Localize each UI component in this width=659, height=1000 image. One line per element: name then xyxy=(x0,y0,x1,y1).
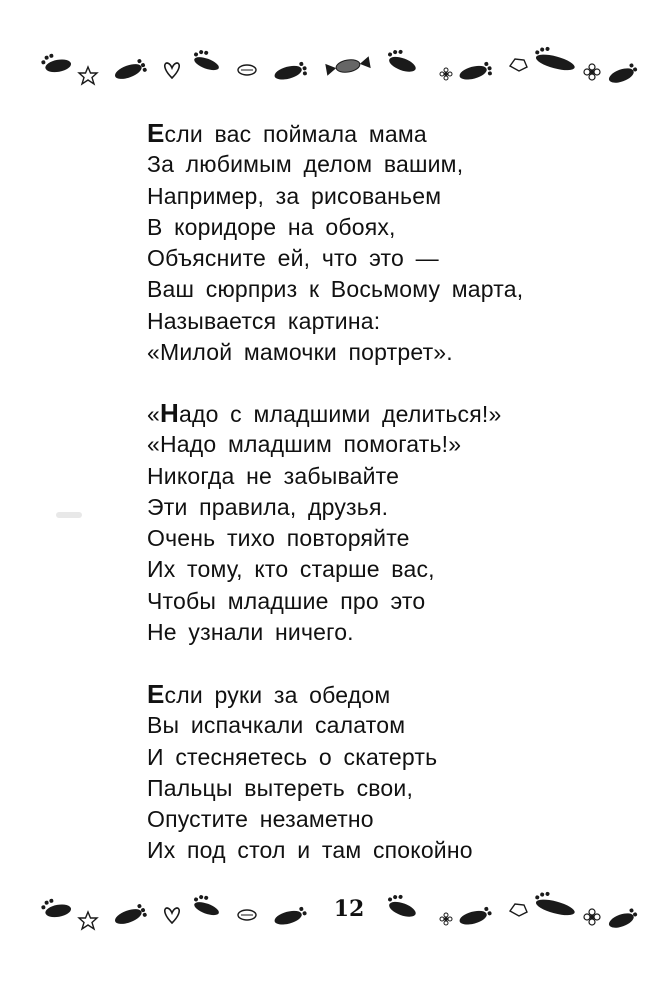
foot-icon xyxy=(40,896,72,920)
stanza-3 xyxy=(147,679,473,867)
poem-line: Называется картина: xyxy=(147,307,381,334)
foot-icon xyxy=(458,61,493,83)
initial-letter: Н xyxy=(160,398,179,428)
poem-line: «Милой мамочки портрет». xyxy=(147,339,453,366)
shell-icon xyxy=(238,910,256,920)
poem-line: Не узнали ничего. xyxy=(147,619,354,646)
poem-line: За любимым делом вашим, xyxy=(147,151,464,178)
poem-line: «Надо с младшими делиться!» xyxy=(147,398,502,428)
poem-line: Пальцы вытереть свои, xyxy=(147,774,414,801)
top-ornament-border xyxy=(40,40,640,90)
star-icon xyxy=(79,67,97,84)
poem-line: Никогда не забывайте xyxy=(147,462,400,489)
heart-icon xyxy=(165,63,179,78)
foot-icon xyxy=(191,47,223,73)
poem-line: Ваш сюрприз к Восьмому марта, xyxy=(147,276,524,303)
poem-line: Если вас поймала мама xyxy=(147,118,427,148)
foot-icon xyxy=(112,58,147,82)
shell-icon xyxy=(238,65,256,75)
stone-icon xyxy=(510,904,527,916)
foot-icon xyxy=(384,891,420,919)
poem-line: Очень тихо повторяйте xyxy=(147,525,410,552)
foot-icon xyxy=(533,44,578,73)
foot-icon xyxy=(384,46,420,74)
foot-icon xyxy=(112,903,147,927)
poem-line: В коридоре на обоях, xyxy=(147,213,396,240)
poem-line: Эти правила, друзья. xyxy=(147,493,389,520)
poem-line: Их под стол и там спокойно xyxy=(147,837,473,864)
page-smudge xyxy=(56,512,82,518)
poem-line: «Надо младшим помогать!» xyxy=(147,431,462,458)
foot-icon xyxy=(191,892,223,918)
heart-icon xyxy=(165,908,179,923)
initial-letter: Е xyxy=(147,118,165,148)
foot-icon xyxy=(273,906,308,927)
poem-line: Опустите незаметно xyxy=(147,806,374,833)
candy-icon xyxy=(325,56,370,75)
foot-icon xyxy=(273,61,308,83)
poem-line: Например, за рисованьем xyxy=(147,182,442,209)
star-icon xyxy=(79,912,97,929)
flower-icon xyxy=(440,68,452,80)
initial-letter: Е xyxy=(147,679,165,709)
stanza-2 xyxy=(147,398,501,648)
page-number: 12 xyxy=(329,896,369,922)
foot-icon xyxy=(606,62,639,85)
poem-line: Вы испачкали салатом xyxy=(147,712,406,739)
poem-line: Объясните ей, что это — xyxy=(147,245,439,272)
stone-icon xyxy=(510,59,527,71)
poem-line: Чтобы младшие про это xyxy=(147,587,426,614)
poem-line: Если руки за обедом xyxy=(147,679,391,709)
foot-icon xyxy=(533,889,578,918)
poem-line: И стесняетесь о скатерть xyxy=(147,743,438,770)
foot-icon xyxy=(606,907,639,930)
flower-icon xyxy=(584,64,600,80)
poem-line: Их тому, кто старше вас, xyxy=(147,556,435,583)
flower-icon xyxy=(440,913,452,925)
stanza-1 xyxy=(147,118,523,368)
flower-icon xyxy=(584,909,600,925)
foot-icon xyxy=(40,51,72,75)
foot-icon xyxy=(458,906,493,927)
